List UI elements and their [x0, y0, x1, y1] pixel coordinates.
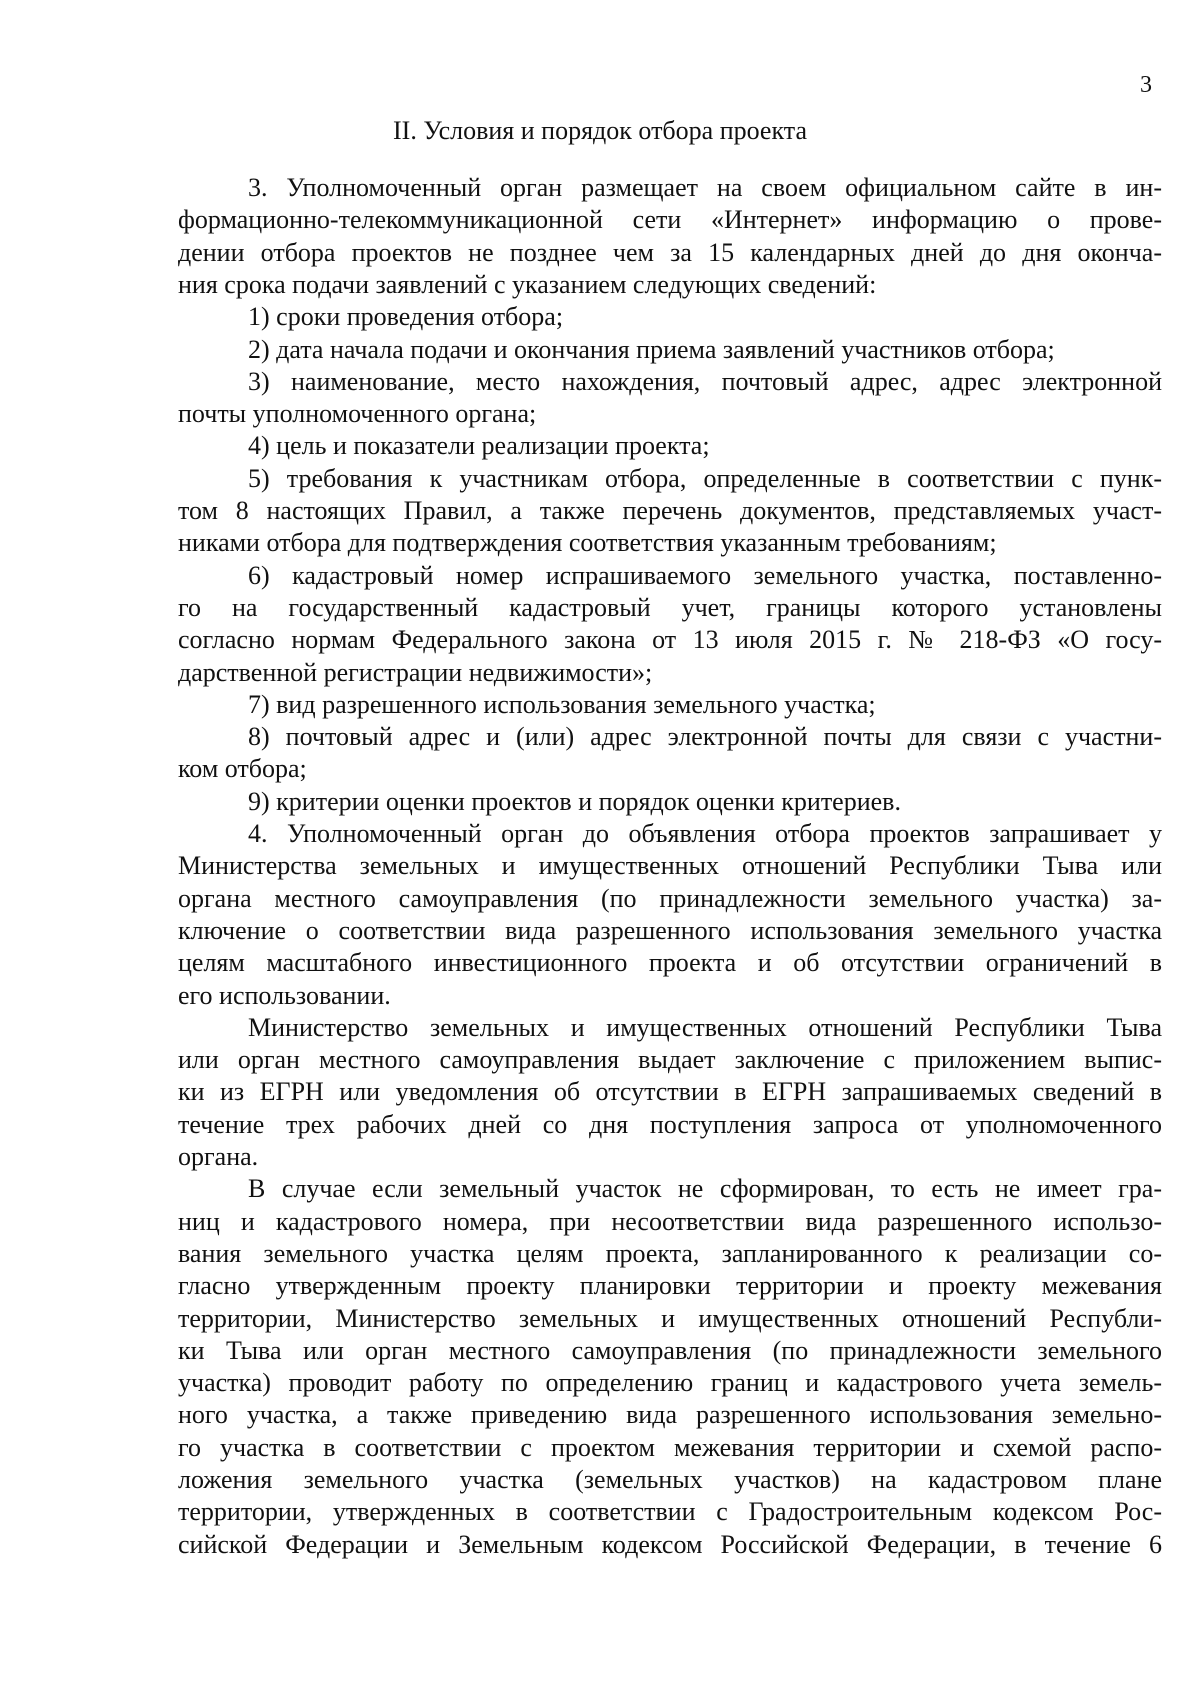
text-line: ния срока подачи заявлений с указанием следующих сведений: — [178, 269, 877, 299]
text-line: 8) почтовый адрес и (или) адрес электронной почты для связи с участни- — [248, 722, 1162, 752]
text-line: ки Тыва или орган местного самоуправления (по принадлежности земельного — [178, 1335, 1162, 1365]
text-line: ного участка, а также приведению вида разрешенного использования земельно- — [178, 1400, 1162, 1430]
text-line: 3. Уполномоченный орган размещает на своем официальном сайте в ин- — [248, 173, 1162, 202]
text-line: участка) проводит работу по определению границ и кадастрового учета земель- — [178, 1368, 1162, 1398]
text-line: ком отбора; — [178, 754, 307, 784]
text-line: том 8 настоящих Правил, а также перечень документов, представляемых участ- — [178, 496, 1162, 525]
text-line: го на государственный кадастровый учет, границы которого установлены — [178, 592, 1162, 622]
text-line: 5) требования к участникам отбора, определенные в соответствии с пунк- — [248, 463, 1162, 493]
text-line: 6) кадастровый номер испрашиваемого земельного участка, поставленно- — [248, 560, 1162, 590]
text-line: органа местного самоуправления (по принадлежности земельного участка) за- — [178, 883, 1162, 913]
text-line: 4. Уполномоченный орган до объявления отбора проектов запрашивает у — [248, 819, 1162, 848]
text-line: дарственной регистрации недвижимости»; — [178, 657, 653, 687]
text-line: го участка в соответствии с проектом межевания территории и схемой распо- — [178, 1432, 1162, 1462]
text-line: дении отбора проектов не позднее чем за 15 календарных дней до дня оконча- — [178, 237, 1162, 267]
text-line: органа. — [178, 1142, 259, 1171]
text-line: ключение о соответствии вида разрешенного использования земельного участка — [178, 915, 1162, 945]
text-line: 2) дата начала подачи и окончания приема заявлений участников отбора; — [248, 334, 1055, 364]
text-line: ложения земельного участка (земельных участков) на кадастровом плане — [178, 1465, 1162, 1494]
text-line: ниц и кадастрового номера, при несоответствии вида разрешенного использо- — [178, 1206, 1162, 1236]
text-line: 4) цель и показатели реализации проекта; — [248, 431, 710, 461]
text-line: территории, утвержденных в соответствии с Градостроительным кодексом Рос- — [178, 1497, 1162, 1527]
text-line: 7) вид разрешенного использования земельного участка; — [248, 689, 876, 719]
text-line: его использовании. — [178, 980, 391, 1010]
text-line: почты уполномоченного органа; — [178, 399, 537, 429]
text-line: ки из ЕГРН или уведомления об отсутствии в ЕГРН запрашиваемых сведений в — [178, 1077, 1162, 1107]
text-line: Министерства земельных и имущественных отношений Республики Тыва или — [178, 851, 1162, 881]
section-heading: II. Условия и порядок отбора проекта — [393, 116, 807, 145]
page-number: 3 — [1140, 72, 1152, 98]
text-line: территории, Министерство земельных и имущественных отношений Республи- — [178, 1303, 1162, 1333]
text-line: целям масштабного инвестиционного проекта и об отсутствии ограничений в — [178, 948, 1162, 978]
text-line: В случае если земельный участок не сформирован, то есть не имеет гра- — [248, 1174, 1162, 1204]
text-line: формационно-телекоммуникационной сети «Интернет» информацию о прове- — [178, 205, 1162, 235]
text-line: течение трех рабочих дней со дня поступления запроса от уполномоченного — [178, 1109, 1162, 1139]
text-line: сийской Федерации и Земельным кодексом Российской Федерации, в течение 6 — [178, 1529, 1162, 1559]
text-line: Министерство земельных и имущественных отношений Республики Тыва — [248, 1012, 1162, 1042]
text-line: 1) сроки проведения отбора; — [248, 302, 564, 332]
text-line: гласно утвержденным проекту планировки территории и проекту межевания — [178, 1271, 1162, 1301]
text-line: 3) наименование, место нахождения, почтовый адрес, адрес электронной — [248, 366, 1162, 396]
text-line: никами отбора для подтверждения соответствия указанным требованиям; — [178, 528, 997, 558]
text-line: согласно нормам Федерального закона от 13 июля 2015 г. № 218-ФЗ «О госу- — [178, 625, 1162, 655]
text-line: вания земельного участка целям проекта, запланированного к реализации со- — [178, 1238, 1162, 1268]
text-line: 9) критерии оценки проектов и порядок оценки критериев. — [248, 786, 901, 816]
text-line: или орган местного самоуправления выдает заключение с приложением выпис- — [178, 1045, 1162, 1075]
